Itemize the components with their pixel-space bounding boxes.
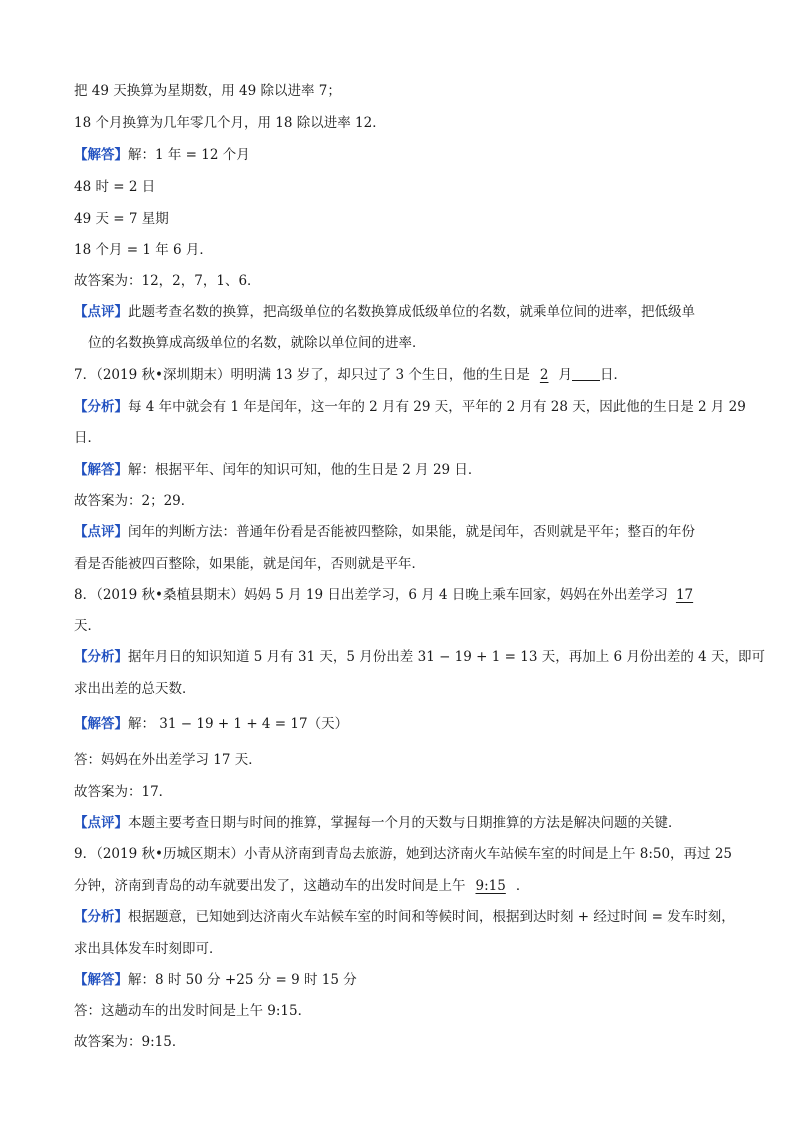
comment-text: 闰年的判断方法：普通年份看是否能被四整除，如果能，就是闰年，否则就是平年；整百的年份 — [128, 524, 695, 540]
solution-tag: 【解答】 — [74, 716, 128, 732]
question-8-cont: 天． — [74, 618, 101, 634]
text-line: 把 49 天换算为星期数，用 49 除以进率 7； — [74, 83, 341, 99]
comment-text: 本题主要考查日期与时间的推算，掌握每一个月的天数与日期推算的方法是解决问题的关键． — [128, 815, 682, 831]
reply-line: 答：这趟动车的出发时间是上午 9:15． — [74, 1003, 312, 1019]
analysis-line — [74, 908, 735, 926]
analysis-line — [74, 648, 765, 666]
solution-line — [74, 461, 481, 479]
question-7-mid: 月 — [558, 367, 572, 383]
solution-tag: 【解答】 — [74, 972, 128, 988]
analysis-tag: 【分析】 — [74, 649, 128, 665]
analysis-tag: 【分析】 — [74, 399, 128, 415]
question-9-end: ． — [515, 878, 530, 894]
solution-text: 解： 31 − 19 + 1 + 4 = 17（天） — [128, 716, 349, 732]
question-8-text: 8．（2019 秋•桑植县期末）妈妈 5 月 19 日出差学习，6 月 4 日晚上乘车回家，妈妈在外出差学习 — [74, 587, 668, 603]
question-8 — [74, 586, 695, 604]
comment-line — [74, 814, 682, 832]
comment-text: 此题考查名数的换算，把高级单位的名数换算成低级单位的名数，就乘单位间的进率，把低级单 — [128, 304, 695, 320]
answer-line: 故答案为：2；29． — [74, 493, 195, 509]
question-9-text: 分钟，济南到青岛的动车就要出发了，这趟动车的出发时间是上午 — [74, 878, 466, 894]
comment-line-cont: 看是否能被四百整除，如果能，就是闰年，否则就是平年． — [74, 556, 425, 572]
question-8-answer: 17 — [675, 587, 694, 603]
comment-tag: 【点评】 — [74, 304, 128, 320]
analysis-line-cont: 求出出差的总天数． — [74, 681, 196, 697]
question-7-text: 7．（2019 秋•深圳期末）明明满 13 岁了，却只过了 3 个生日，他的生日是 — [74, 367, 530, 383]
question-7-answer-month: 2 — [539, 367, 549, 383]
question-7-blank-day — [572, 366, 600, 381]
answer-line: 故答案为：17． — [74, 784, 173, 800]
solution-line — [74, 971, 357, 989]
answer-line: 故答案为：12，2，7，1、6． — [74, 273, 261, 289]
answer-line: 故答案为：9:15． — [74, 1034, 186, 1050]
comment-line — [74, 523, 695, 541]
solution-text: 解：8 时 50 分 +25 分 = 9 时 15 分 — [128, 972, 357, 988]
solution-text: 解：根据平年、闰年的知识可知，他的生日是 2 月 29 日． — [128, 462, 482, 478]
solution-tag: 【解答】 — [74, 147, 128, 163]
question-9-cont — [74, 877, 529, 895]
question-9: 9．（2019 秋•历城区期末）小青从济南到青岛去旅游，她到达济南火车站候车室的时间是上午 8:50，再过 25 — [74, 846, 733, 862]
analysis-tag: 【分析】 — [74, 909, 128, 925]
analysis-line — [74, 398, 746, 416]
analysis-line-cont: 求出具体发车时刻即可． — [74, 941, 223, 957]
analysis-text: 据年月日的知识知道 5 月有 31 天，5 月份出差 31 − 19 + 1 = 13 天，再加上 6 月份出差的 4 天，即可 — [128, 649, 766, 665]
solution-tag: 【解答】 — [74, 462, 128, 478]
text-line: 18 个月换算为几年零几个月，用 18 除以进率 12． — [74, 115, 386, 131]
solution-line — [74, 146, 250, 164]
analysis-text: 每 4 年中就会有 1 年是闰年，这一年的 2 月有 29 天，平年的 2 月有 28 天，因此他的生日是 2 月 29 — [128, 399, 746, 415]
comment-tag: 【点评】 — [74, 815, 128, 831]
question-7-end: 日． — [599, 367, 627, 383]
text-line: 49 天 = 7 星期 — [74, 211, 169, 227]
question-7 — [74, 366, 627, 384]
text-line: 18 个月 = 1 年 6 月． — [74, 242, 213, 258]
solution-line — [74, 715, 348, 733]
comment-tag: 【点评】 — [74, 524, 128, 540]
comment-line-cont: 位的名数换算成高级单位的名数，就除以单位间的进率． — [88, 335, 426, 351]
text-line: 48 时 = 2 日 — [74, 179, 156, 195]
reply-line: 答：妈妈在外出差学习 17 天． — [74, 752, 262, 768]
analysis-text: 根据题意，已知她到达济南火车站候车室的时间和等候时间，根据到达时刻 + 经过时间 = 发车时刻， — [128, 909, 735, 925]
solution-text: 解：1 年 = 12 个月 — [128, 147, 250, 163]
question-9-answer: 9:15 — [475, 878, 506, 894]
comment-line — [74, 303, 695, 321]
analysis-line-cont: 日． — [74, 430, 101, 446]
